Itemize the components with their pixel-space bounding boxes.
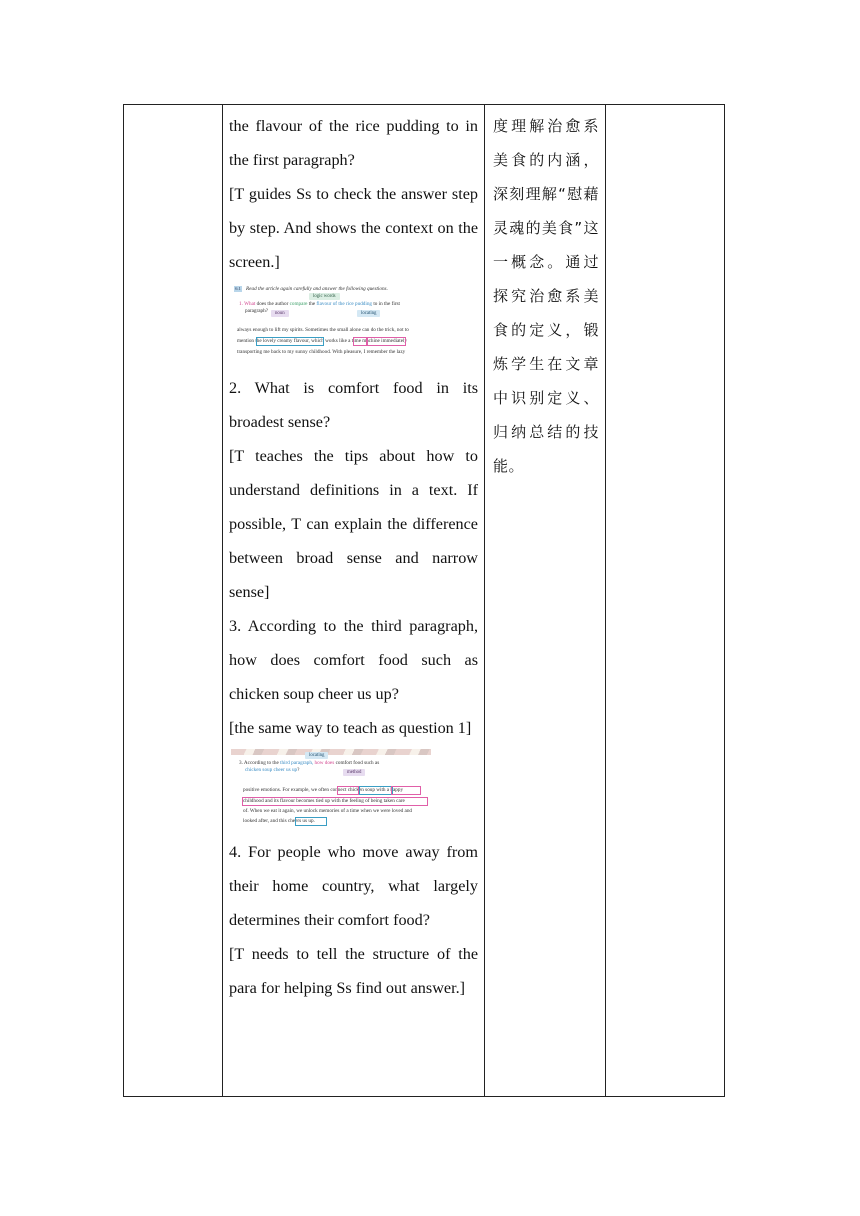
s2-line4a: looked after, and this (243, 818, 287, 824)
q3-b: comfort food such as (335, 760, 380, 766)
s2-line3: of. When we eat it again, we unlock memories of a time when we were loved and (243, 808, 413, 814)
q3-third: third paragraph, (280, 760, 314, 766)
teaching-aim-text: 度理解治愈系美食的内涵，深刻理解“慰藉灵魂的美食”这一概念。通过探究治愈系美食的定义，锻炼学生在文章中识别定义、归纳总结的技能。 (493, 117, 599, 475)
textbook-screenshot-1 (231, 283, 443, 363)
q3-number: 3. (239, 760, 243, 766)
text-line-2a: mention (237, 338, 255, 344)
s2-line2: childhood and its flavour becomes tied up with the feeling of being taken care (243, 798, 405, 804)
q1-rest: to in the first (373, 301, 400, 307)
highlight-box-flavour (256, 337, 324, 346)
q3-a: According to the (243, 760, 279, 766)
stage-cell (124, 105, 223, 1097)
tag-noun: noun (271, 310, 289, 317)
highlight-box-connect (337, 786, 359, 795)
highlight-box-machine (367, 337, 406, 346)
section-number: 6.1 (235, 286, 241, 291)
s2-line4b: cheers us up. (287, 818, 315, 824)
teacher-note-1: [T guides Ss to check the answer step by step. And shows the context on the screen.] (229, 185, 478, 271)
s2-line1b: connect (330, 787, 347, 793)
text-line-2b: the lovely creamy flavour, (255, 338, 310, 344)
q3-how: how does (314, 760, 335, 766)
q1-does: does the author (256, 301, 289, 307)
aim-cell (485, 105, 606, 1097)
teacher-note-2: [T teaches the tips about how to understand definitions in a text. If possible, T can explain the difference between broad sense and narrow sense] (229, 447, 478, 601)
text-line-1: always enough to lift my spirits. Sometimes the small alone can do the trick, not to (237, 327, 409, 333)
tag-logic-words: logic words (309, 293, 340, 300)
lesson-plan-table (123, 104, 725, 1097)
text-line-2c: which works (311, 338, 338, 344)
notes-cell (606, 105, 725, 1097)
question3: 3. According to the third paragraph, how does comfort food such as chicken soup cheer us up? (229, 617, 478, 703)
q1-number: 1. (239, 301, 243, 307)
q3-c: ? (297, 767, 300, 773)
text-line-2e: a time machine (348, 338, 380, 344)
q1-flavour: flavour of the rice pudding (316, 301, 373, 307)
textbook-screenshot-2 (231, 749, 431, 827)
text-line-2d: like (339, 338, 347, 344)
q1-line2: paragraph? (245, 308, 269, 314)
q1-what: What (244, 301, 256, 307)
tag-locating: locating (357, 310, 380, 317)
highlight-box-happy (391, 786, 421, 795)
q1-the: the (308, 301, 316, 307)
question1-tail: the flavour of the rice pudding to in the first paragraph? (229, 117, 478, 169)
s2-line1c: chicken soup (347, 787, 375, 793)
highlight-box-childhood (242, 797, 428, 806)
table-row (124, 105, 725, 1097)
q3-chicken: chicken soup cheer us up (245, 767, 298, 773)
instruction-text: Read the article again carefully and answer the following questions. (246, 286, 388, 292)
highlight-box-chicken (359, 786, 393, 795)
s2-line1d: with a happy (376, 787, 404, 793)
question4: 4. For people who move away from their home country, what largely determines their comfort food? (229, 843, 478, 929)
text-line-2f: immediately (381, 338, 408, 344)
teacher-note-3: [the same way to teach as question 1] (229, 719, 472, 737)
highlight-box-cheers (295, 817, 327, 826)
tag-method: method (343, 769, 365, 776)
s2-line1a: positive emotions. For example, we often (243, 787, 330, 793)
tag-locating-2: locating (305, 752, 328, 759)
highlight-box-like (353, 337, 367, 346)
text-line-3: transporting me back to my sunny childhood. With pleasure, I remember the lazy (237, 349, 406, 355)
decorative-strip (231, 749, 431, 755)
teacher-note-4: [T needs to tell the structure of the para for helping Ss find out answer.] (229, 945, 478, 997)
q1-compare: compare (289, 301, 308, 307)
question2: 2. What is comfort food in its broadest sense? (229, 379, 478, 431)
activity-cell (223, 105, 485, 1097)
